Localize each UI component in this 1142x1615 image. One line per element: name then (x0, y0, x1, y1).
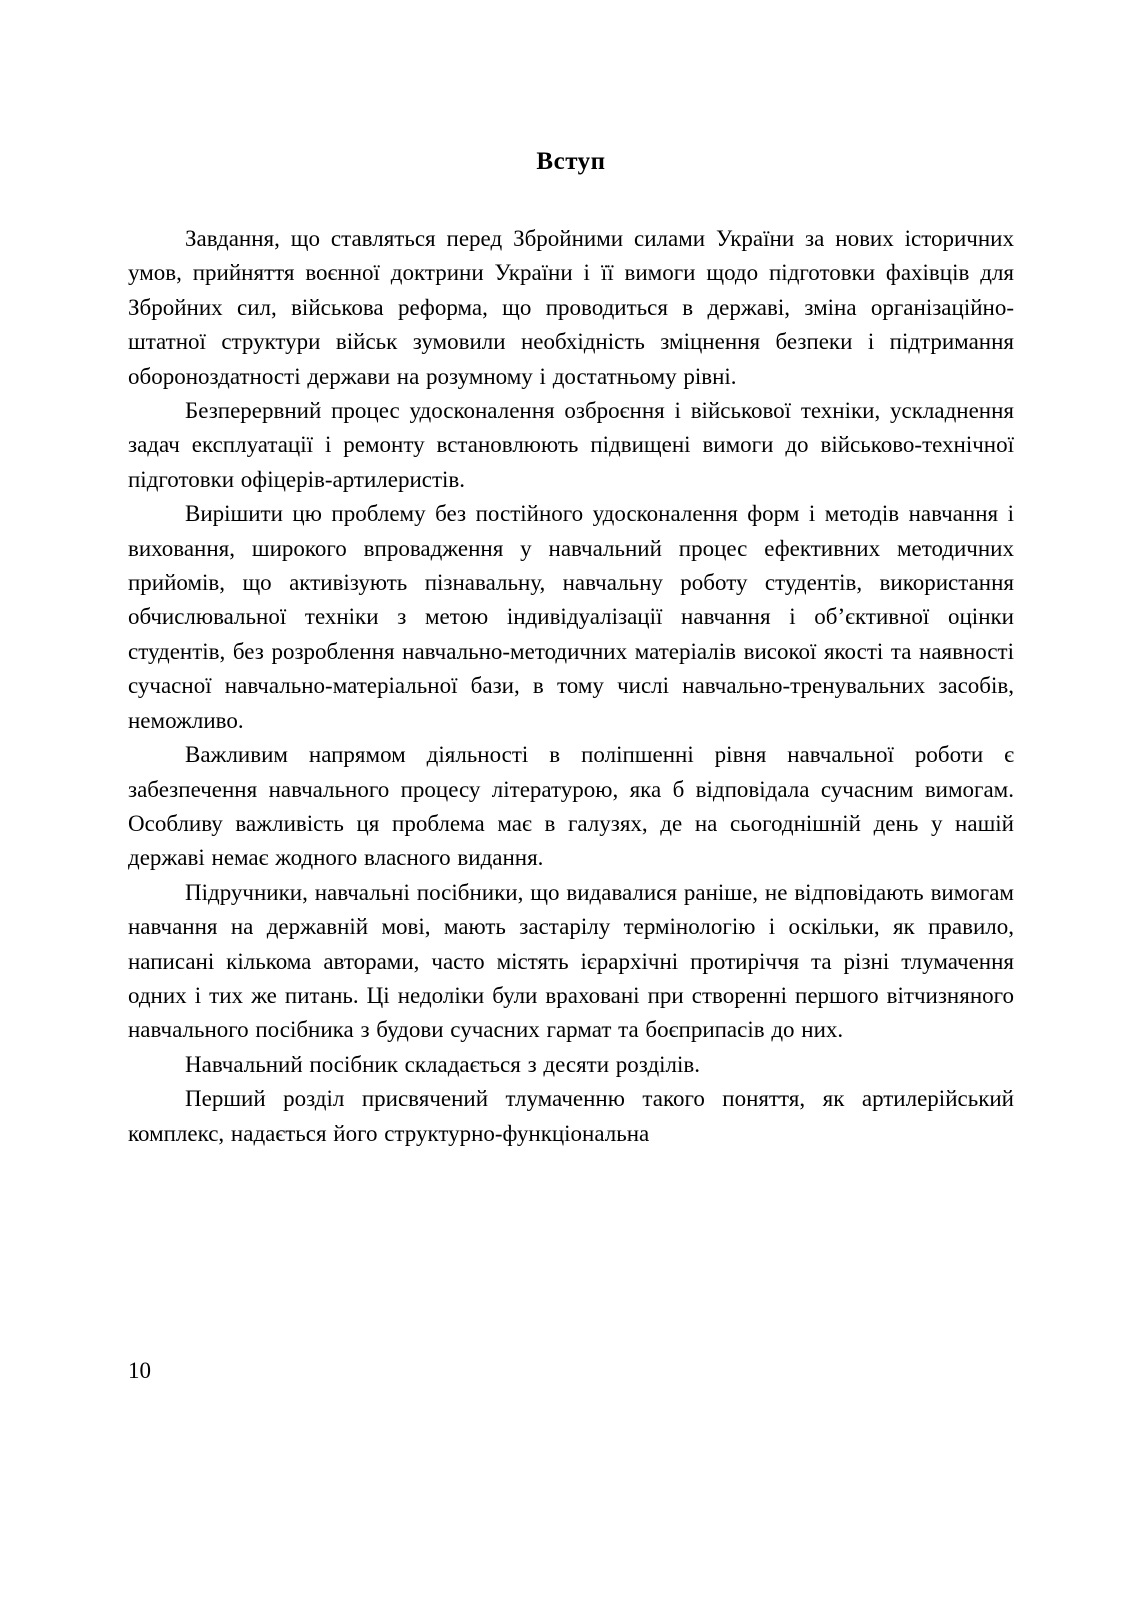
paragraph: Завдання, що ставляться перед Збройними силами України за нових історичних умов, прийняття воєнної доктрини України і її вимоги щодо підготовки фахівців для Збройних сил, військова реформа, що проводиться в державі, зміна організаційно-штатної структури військ зумовили необхідність зміцнення безпеки і підтримання обороноздатності держави на розумному і достатньому рівні. (128, 226, 1014, 389)
paragraph: Перший розділ присвячений тлумаченню такого поняття, як артилерійський комплекс, надається його структурно-функціональна (128, 1086, 1014, 1146)
page-number: 10 (128, 1358, 151, 1383)
page-title: Вступ (536, 148, 606, 175)
paragraph: Безперервний процес удосконалення озброєння і військової техніки, ускладнення задач експлуатації і ремонту встановлюють підвищені вимоги до військово-технічної підготовки офіцерів-артилеристів. (128, 398, 1014, 492)
paragraph: Навчальний посібник складається з десяти розділів. (185, 1051, 701, 1077)
text-block (128, 148, 1014, 1151)
paragraph: Вирішити цю проблему без постійного удосконалення форм і методів навчання і виховання, широкого впровадження у навчальний процес ефективних методичних прийомів, що активізують пізнавальну, навчальну роботу студентів, використання обчислювальної техніки з метою індивідуалізації навчання і об’єктивної оцінки студентів, без розроблення навчально-методичних матеріалів високої якості та наявності сучасної навчально-матеріальної бази, в тому числі навчально-тренувальних засобів, неможливо. (128, 501, 1014, 733)
paragraph: Важливим напрямом діяльності в поліпшенні рівня навчальної роботи є забезпечення навчального процесу літературою, яка б відповідала сучасним вимогам. Особливу важливість ця проблема має в галузях, де на сьогоднішній день у нашій державі немає жодного власного видання. (128, 742, 1014, 871)
paragraph: Підручники, навчальні посібники, що видавалися раніше, не відповідають вимогам навчання на державній мові, мають застарілу термінологію і оскільки, як правило, написані кількома авторами, часто містять ієрархічні протиріччя та різні тлумачення одних і тих же питань. Ці недоліки були враховані при створенні першого вітчизняного навчального посібника з будови сучасних гармат та боєприпасів до них. (128, 879, 1014, 1043)
